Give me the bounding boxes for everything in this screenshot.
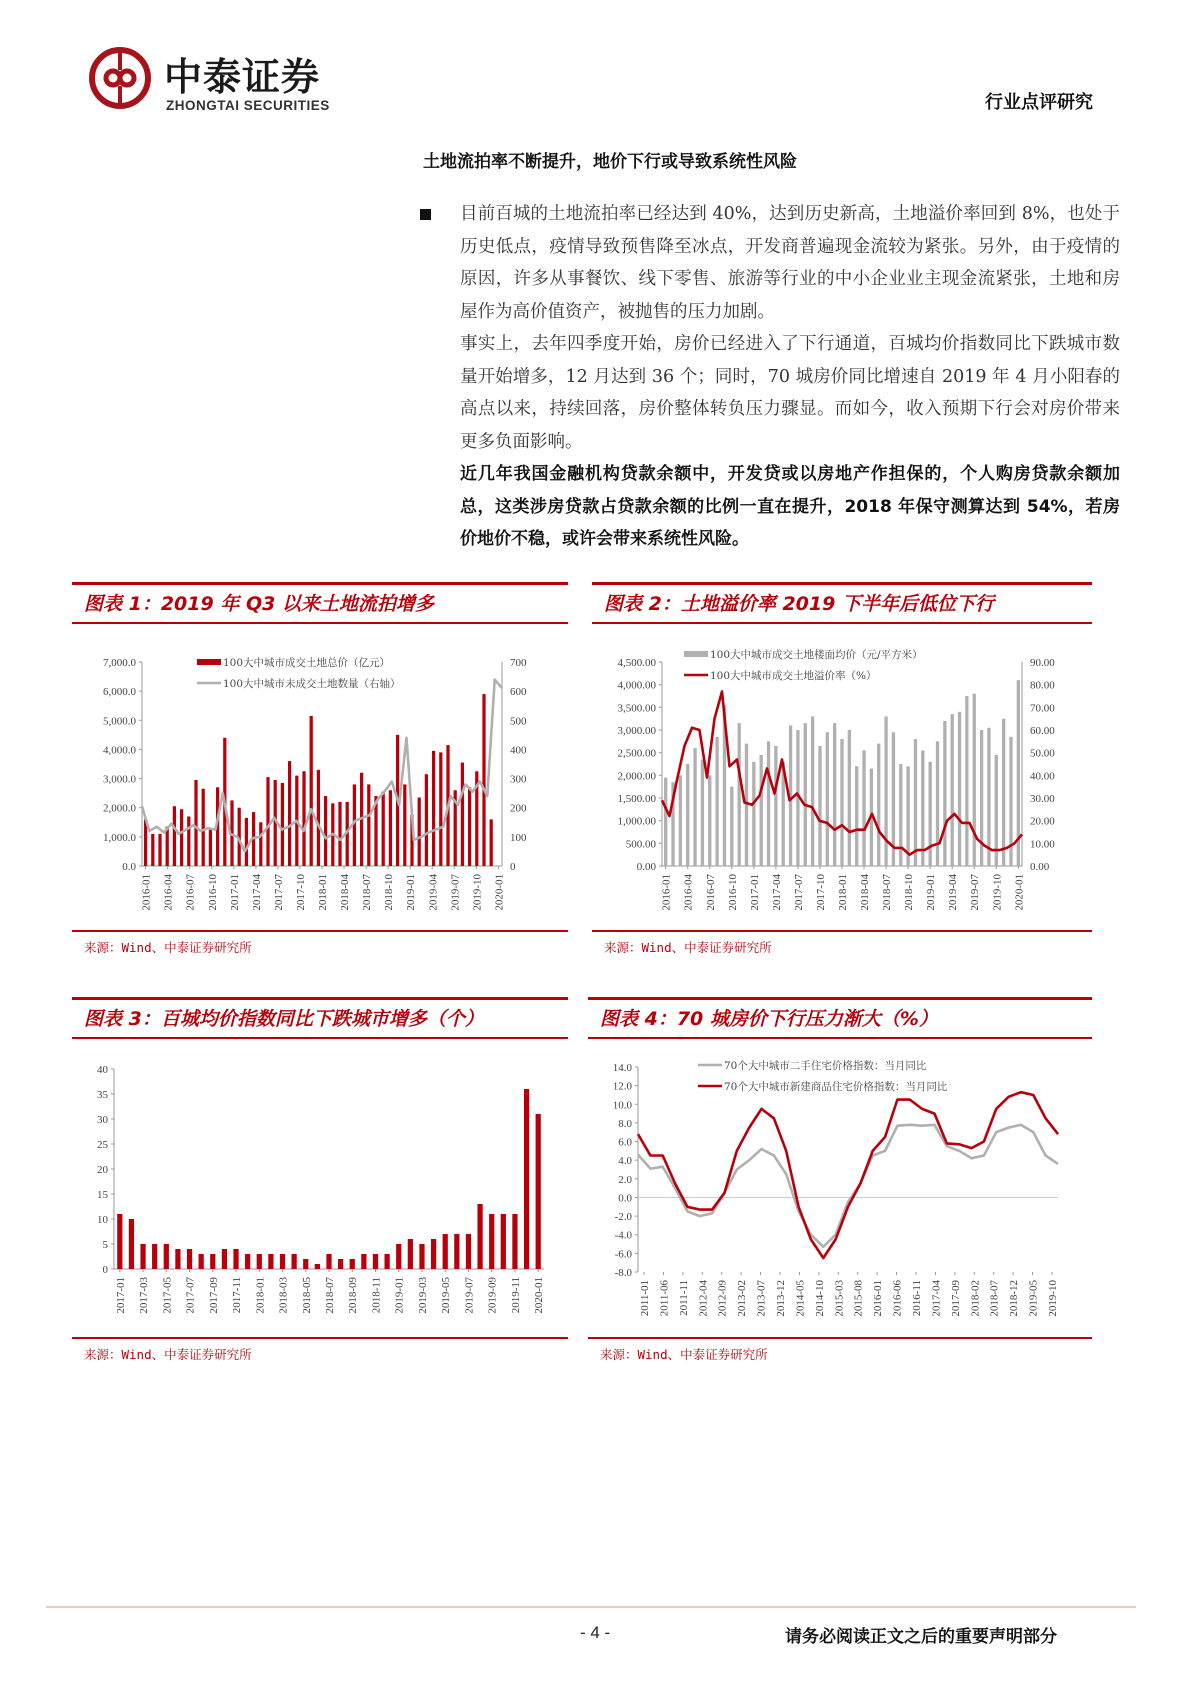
disclaimer: 请务必阅读正文之后的重要声明部分 [785,1627,1057,1647]
svg-text:7,000.0: 7,000.0 [103,657,136,669]
svg-text:2016-04: 2016-04 [682,874,695,911]
paragraph-bold: 近几年我国金融机构贷款余额中，开发贷或以房地产作担保的，个人购房贷款余额加总，这类涉房贷款占贷款余额的比例一直在提升，2018 年保守测算达到 54%，若房价地价不稳，或许会带来系统性风险。 [460,464,1120,549]
figure-source-rule [588,1337,1092,1339]
svg-text:100大中城市成交土地总价（亿元）: 100大中城市成交土地总价（亿元） [223,657,391,669]
zhongtai-logo-icon [88,46,152,110]
svg-text:300: 300 [510,773,527,786]
figure-source: 来源：Wind、中泰证券研究所 [604,940,772,955]
svg-text:1,500.00: 1,500.00 [617,793,656,805]
svg-text:30: 30 [97,1114,108,1126]
svg-text:10: 10 [97,1214,108,1226]
svg-text:2.0: 2.0 [618,1173,632,1186]
svg-text:2016-04: 2016-04 [162,874,175,911]
svg-text:2018-07: 2018-07 [361,874,374,911]
figure-4 [588,997,1092,1387]
svg-text:2014-05: 2014-05 [794,1280,807,1317]
figure-title-rule [592,622,1092,624]
svg-text:4.0: 4.0 [618,1155,632,1168]
svg-text:10.0: 10.0 [612,1099,632,1112]
figure-top-rule [72,582,568,585]
svg-text:70个大中城市新建商品住宅价格指数：当月同比: 70个大中城市新建商品住宅价格指数：当月同比 [724,1081,948,1093]
svg-text:2019-07: 2019-07 [463,1277,476,1314]
svg-text:2011-06: 2011-06 [658,1280,671,1317]
company-logo [88,46,378,122]
svg-text:600: 600 [510,686,527,699]
figure-top-rule [588,997,1092,1000]
svg-text:2017-07: 2017-07 [272,874,285,911]
svg-text:2017-10: 2017-10 [814,874,827,911]
svg-text:2019-07: 2019-07 [449,874,462,911]
svg-text:2016-11: 2016-11 [911,1280,923,1317]
chart-land-premium [592,634,1092,914]
svg-text:2018-11: 2018-11 [370,1277,383,1314]
svg-text:2017-04: 2017-04 [930,1280,943,1317]
svg-text:2019-05: 2019-05 [1027,1280,1040,1317]
svg-text:10.00: 10.00 [1030,838,1055,851]
svg-text:2017-01: 2017-01 [114,1277,127,1314]
chart-70-city-prices [588,1045,1092,1337]
svg-text:2019-09: 2019-09 [486,1277,499,1314]
svg-text:6,000.0: 6,000.0 [103,686,136,699]
svg-text:2019-11: 2019-11 [509,1277,522,1314]
svg-text:4,000.0: 4,000.0 [103,744,136,757]
svg-text:5: 5 [102,1239,108,1251]
svg-text:2019-05: 2019-05 [440,1277,453,1314]
svg-text:2019-04: 2019-04 [427,874,440,911]
svg-text:500: 500 [510,715,527,728]
svg-text:-2.0: -2.0 [614,1211,632,1224]
figure-title-rule [72,622,568,624]
svg-text:0.00: 0.00 [636,861,656,873]
svg-text:35: 35 [97,1089,108,1101]
svg-text:2018-01: 2018-01 [317,874,329,911]
svg-text:4,500.00: 4,500.00 [617,657,656,669]
figure-source-rule [72,930,568,932]
svg-text:80.00: 80.00 [1030,679,1055,692]
svg-text:2016-10: 2016-10 [726,874,739,911]
svg-text:2018-07: 2018-07 [988,1280,1001,1317]
svg-text:2019-01: 2019-01 [405,874,418,911]
svg-text:2016-07: 2016-07 [184,874,197,911]
svg-text:2013-02: 2013-02 [736,1280,749,1317]
svg-text:70.00: 70.00 [1030,702,1055,715]
svg-text:2019-10: 2019-10 [991,874,1004,911]
svg-text:500.00: 500.00 [625,838,656,851]
svg-text:2018-12: 2018-12 [1008,1280,1021,1317]
svg-text:2018-03: 2018-03 [277,1277,290,1314]
svg-text:0.00: 0.00 [1030,861,1050,873]
svg-text:3,000.0: 3,000.0 [103,773,136,786]
chart-declining-cities [72,1047,568,1337]
svg-text:12.0: 12.0 [612,1080,632,1093]
section-title: 土地流拍率不断提升，地价下行或导致系统性风险 [423,152,797,172]
svg-text:2018-01: 2018-01 [254,1277,267,1314]
svg-text:0: 0 [102,1264,108,1276]
svg-text:100大中城市未成交土地数量（右轴）: 100大中城市未成交土地数量（右轴） [223,678,401,690]
svg-text:90.00: 90.00 [1030,657,1055,669]
svg-text:2,500.00: 2,500.00 [617,747,656,760]
svg-text:100大中城市成交土地楼面均价（元/平方米）: 100大中城市成交土地楼面均价（元/平方米） [710,649,923,661]
svg-text:2018-10: 2018-10 [383,874,396,911]
figure-title: 图表 4：70 城房价下行压力渐大（%） [600,1008,938,1030]
svg-text:2016-01: 2016-01 [660,874,673,911]
svg-text:2018-04: 2018-04 [339,874,352,911]
svg-text:2017-09: 2017-09 [949,1280,962,1317]
svg-text:-4.0: -4.0 [614,1229,632,1242]
svg-text:2018-04: 2018-04 [859,874,872,911]
svg-text:-8.0: -8.0 [614,1267,632,1279]
svg-text:2016-07: 2016-07 [704,874,717,911]
svg-text:2018-07: 2018-07 [324,1277,336,1314]
svg-text:2017-04: 2017-04 [770,874,783,911]
svg-text:-6.0: -6.0 [614,1248,632,1261]
svg-text:1,000.00: 1,000.00 [617,815,656,828]
logo-english-name: ZHONGTAI SECURITIES [166,98,330,113]
svg-text:60.00: 60.00 [1030,725,1055,737]
svg-text:25: 25 [97,1139,108,1151]
svg-text:30.00: 30.00 [1030,793,1055,805]
svg-text:200: 200 [510,802,527,815]
svg-text:2020-01: 2020-01 [493,874,506,911]
svg-text:2017-07: 2017-07 [184,1277,197,1314]
svg-text:2015-03: 2015-03 [833,1280,846,1317]
svg-text:2017-10: 2017-10 [294,874,307,911]
svg-text:2,000.0: 2,000.0 [103,802,136,815]
svg-text:100: 100 [510,831,527,844]
svg-text:2012-09: 2012-09 [716,1280,729,1317]
svg-text:8.0: 8.0 [618,1117,632,1130]
svg-text:15: 15 [97,1189,108,1201]
paragraph-1: 目前百城的土地流拍率已经达到 40%，达到历史新高，土地溢价率回到 8%，也处于历史低点，疫情导致预售降至冰点，开发商普遍现金流较为紧张。另外，由于疫情的原因，许多从事餐饮、线下零售、旅游等行业的中小企业业主现金流紧张，土地和房屋作为高价值资产，被抛售的压力加剧。 [460,204,1120,322]
svg-text:0: 0 [510,861,516,873]
svg-text:3,500.00: 3,500.00 [617,702,656,715]
figure-source-rule [592,930,1092,932]
svg-text:2015-08: 2015-08 [852,1280,865,1317]
svg-text:50.00: 50.00 [1030,747,1055,760]
svg-text:6.0: 6.0 [618,1136,632,1149]
svg-text:2020-01: 2020-01 [533,1277,546,1314]
svg-text:2011-11: 2011-11 [677,1280,690,1316]
svg-text:700: 700 [510,657,527,669]
figure-top-rule [592,582,1092,585]
svg-text:2012-04: 2012-04 [697,1280,710,1317]
svg-text:2017-04: 2017-04 [250,874,263,911]
svg-text:2019-03: 2019-03 [416,1277,429,1314]
svg-text:14.0: 14.0 [612,1062,632,1074]
svg-text:2020-01: 2020-01 [1013,874,1026,911]
page-number: - 4 - [580,1623,611,1642]
svg-text:5,000.0: 5,000.0 [103,715,136,728]
svg-text:2019-04: 2019-04 [947,874,960,911]
svg-text:40: 40 [97,1064,108,1076]
svg-text:2017-01: 2017-01 [228,874,241,911]
svg-text:2019-01: 2019-01 [925,874,938,911]
svg-text:2018-10: 2018-10 [903,874,916,911]
svg-text:20: 20 [97,1164,108,1176]
svg-text:2016-01: 2016-01 [140,874,153,911]
svg-text:2018-05: 2018-05 [300,1277,313,1314]
svg-text:2019-07: 2019-07 [969,874,982,911]
svg-text:2013-12: 2013-12 [775,1280,787,1317]
svg-text:40.00: 40.00 [1030,770,1055,783]
svg-text:2019-10: 2019-10 [1047,1280,1059,1317]
chart-land-sales [72,634,568,914]
svg-text:0.0: 0.0 [618,1192,632,1205]
figure-title-rule [588,1037,1092,1039]
footer-rule [46,1606,1136,1608]
svg-text:400: 400 [510,744,527,757]
figure-3 [72,997,568,1387]
svg-text:2019-01: 2019-01 [393,1277,406,1314]
figure-title: 图表 3：百城均价指数同比下跌城市增多（个） [84,1008,484,1030]
svg-text:2018-07: 2018-07 [881,874,894,911]
figure-title: 图表 2：土地溢价率 2019 下半年后低位下行 [604,593,994,615]
svg-text:20.00: 20.00 [1030,815,1055,828]
svg-text:2017-07: 2017-07 [792,874,805,911]
svg-text:70个大中城市二手住宅价格指数：当月同比: 70个大中城市二手住宅价格指数：当月同比 [724,1060,927,1072]
figure-source: 来源：Wind、中泰证券研究所 [600,1347,768,1362]
svg-text:2016-06: 2016-06 [891,1280,904,1317]
paragraph-2: 事实上，去年四季度开始，房价已经进入了下行通道，百城均价指数同比下跌城市数量开始增多，12 月达到 36 个；同时，70 城房价同比增速自 2019 年 4 月小阳春的高点以来，持续回落，房价整体转负压力骤显。而如今，收入预期下行会对房价带来更多负面影响。 [460,334,1120,452]
svg-text:2016-10: 2016-10 [206,874,219,911]
svg-text:2,000.00: 2,000.00 [617,770,656,783]
svg-text:3,000.00: 3,000.00 [617,725,656,737]
svg-text:2018-02: 2018-02 [969,1280,982,1317]
svg-text:2017-01: 2017-01 [748,874,761,911]
figure-2 [592,582,1092,972]
svg-text:2017-11: 2017-11 [231,1277,244,1314]
svg-text:4,000.00: 4,000.00 [617,679,656,692]
svg-text:2018-09: 2018-09 [347,1277,360,1314]
svg-text:2017-03: 2017-03 [138,1277,151,1314]
figure-title-rule [72,1037,568,1039]
svg-text:100大中城市成交土地溢价率（%）: 100大中城市成交土地溢价率（%） [710,670,877,682]
svg-text:2016-01: 2016-01 [872,1280,885,1317]
figure-top-rule [72,997,568,1000]
figure-source-rule [72,1337,568,1339]
figure-source: 来源：Wind、中泰证券研究所 [84,1347,252,1362]
figure-1 [72,582,568,972]
svg-text:2019-10: 2019-10 [471,874,484,911]
logo-chinese-name: 中泰证券 [164,55,321,99]
svg-text:2017-05: 2017-05 [161,1277,174,1314]
bullet-square-icon [420,209,431,220]
svg-text:0.0: 0.0 [122,861,136,873]
svg-text:2018-01: 2018-01 [837,874,849,911]
svg-text:2013-07: 2013-07 [755,1280,768,1317]
body-text [460,198,1120,556]
figure-title: 图表 1：2019 年 Q3 以来土地流拍增多 [84,593,434,615]
figure-source: 来源：Wind、中泰证券研究所 [84,940,252,955]
svg-text:1,000.0: 1,000.0 [103,831,136,844]
report-type: 行业点评研究 [985,92,1093,113]
svg-text:2011-01: 2011-01 [639,1280,651,1317]
svg-text:2017-09: 2017-09 [207,1277,220,1314]
svg-text:2014-10: 2014-10 [813,1280,826,1317]
